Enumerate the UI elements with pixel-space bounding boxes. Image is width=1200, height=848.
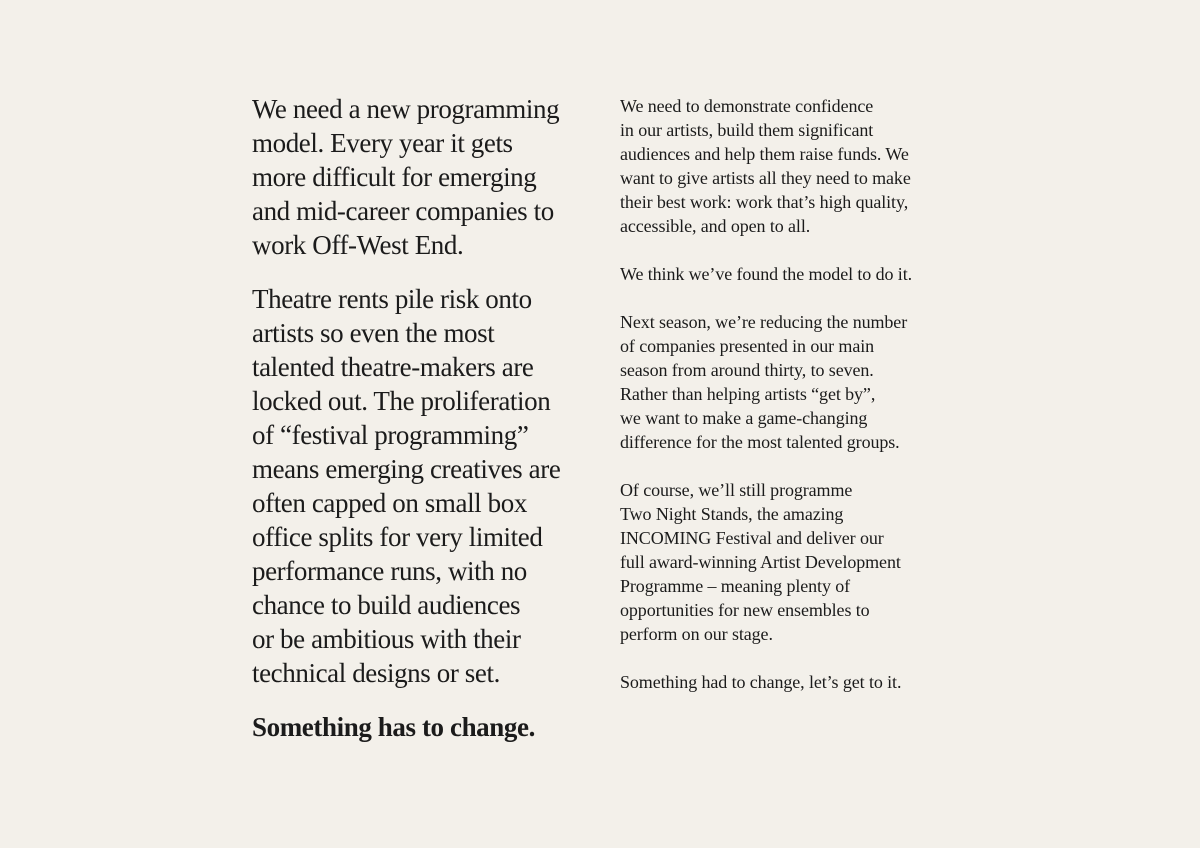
text-line: INCOMING Festival and deliver our — [620, 528, 884, 548]
right-paragraph-3 — [620, 310, 960, 454]
text-line: audiences and help them raise funds. We — [620, 144, 909, 164]
text-line: full award-winning Artist Development — [620, 552, 901, 572]
text-line: Rather than helping artists “get by”, — [620, 384, 876, 404]
text-line: Something had to change, let’s get to it. — [620, 672, 902, 692]
text-line: Theatre rents pile risk onto — [252, 284, 532, 314]
left-paragraph-2 — [252, 282, 592, 690]
text-line: we want to make a game-changing — [620, 408, 868, 428]
text-line: more difficult for emerging — [252, 162, 537, 192]
text-line: We need a new programming — [252, 94, 560, 124]
text-line: Programme – meaning plenty of — [620, 576, 851, 596]
text-line: and mid-career companies to — [252, 196, 554, 226]
closing-statement: Something has to change. — [252, 712, 535, 742]
right-paragraph-1 — [620, 94, 960, 238]
text-line: chance to build audiences — [252, 590, 521, 620]
right-paragraph-5 — [620, 670, 960, 694]
text-line: We need to demonstrate confidence — [620, 96, 874, 116]
text-line: Two Night Stands, the amazing — [620, 504, 844, 524]
text-line: of “festival programming” — [252, 420, 529, 450]
text-line: technical designs or set. — [252, 658, 500, 688]
text-line: work Off-West End. — [252, 230, 464, 260]
right-paragraph-4 — [620, 478, 960, 646]
text-line: or be ambitious with their — [252, 624, 521, 654]
text-line: talented theatre-makers are — [252, 352, 534, 382]
right-column — [620, 94, 960, 694]
right-paragraph-2 — [620, 262, 960, 286]
text-line: model. Every year it gets — [252, 128, 513, 158]
text-line: perform on our stage. — [620, 624, 773, 644]
text-line: often capped on small box — [252, 488, 527, 518]
text-line: means emerging creatives are — [252, 454, 561, 484]
text-line: locked out. The proliferation — [252, 386, 551, 416]
left-column — [252, 92, 592, 744]
text-line: We think we’ve found the model to do it. — [620, 264, 912, 284]
text-line: difference for the most talented groups. — [620, 432, 900, 452]
text-line: Next season, we’re reducing the number — [620, 312, 908, 332]
text-line: accessible, and open to all. — [620, 216, 811, 236]
text-line: Of course, we’ll still programme — [620, 480, 853, 500]
text-line: performance runs, with no — [252, 556, 527, 586]
text-line: artists so even the most — [252, 318, 495, 348]
text-line: of companies presented in our main — [620, 336, 875, 356]
text-line: their best work: work that’s high quality, — [620, 192, 909, 212]
text-line: season from around thirty, to seven. — [620, 360, 874, 380]
text-line: want to give artists all they need to make — [620, 168, 911, 188]
text-line: in our artists, build them significant — [620, 120, 874, 140]
text-line: office splits for very limited — [252, 522, 543, 552]
left-paragraph-1 — [252, 92, 592, 262]
text-line: opportunities for new ensembles to — [620, 600, 870, 620]
